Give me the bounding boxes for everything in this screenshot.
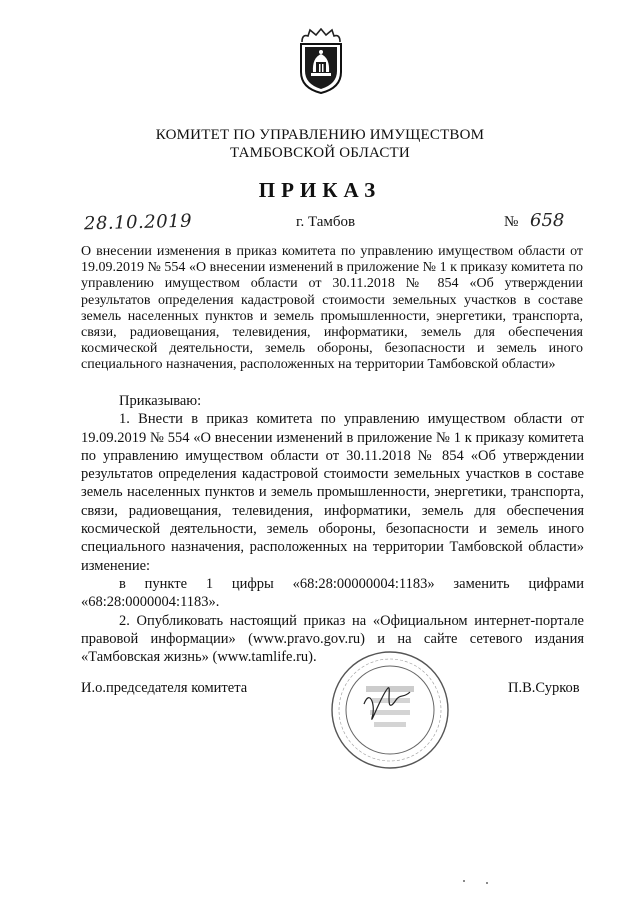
scan-speck bbox=[486, 882, 488, 884]
handwritten-order-number: 658 bbox=[530, 210, 565, 231]
organization-name-line2: ТАМБОВСКОЙ ОБЛАСТИ bbox=[230, 145, 410, 161]
order-item-1-change: в пункте 1 цифры «68:28:00000004:1183» заменить цифрами «68:28:0000004:1183». bbox=[81, 575, 584, 611]
order-item-1: 1. Внести в приказ комитета по управлению имуществом области от 19.09.2019 № 554 «О внесении изменений в приложение № 1 к приказу комитета по управлению имуществом области от 30.11.2018 № 854 «Об утверждении результатов определения кадастровой стоимости земельных участков в составе земель населенных пунктов и земель промышленности, энергетики, транспорта, связи, радиовещания, телевидения, информатики, земель для обеспечения космической деятельности, земель обороны, безопасности и земель иного специального назначения, расположенных на территории Тамбовской области» изменение: bbox=[81, 411, 584, 574]
order-subject: О внесении изменения в приказ комитета по управлению имуществом области от 19.09.2019 № 554 «О внесении изменений в приложение № 1 к приказу комитета по управлению имуществом области от 30.11.2018 № 854 «Об утверждении результатов определения кадастровой стоимости земельных участков в составе земель населенных пунктов и земель промышленности, энергетики, транспорта, связи, радиовещания, телевидения, информатики, земель для обеспечения космической деятельности, земель обороны, безопасности и земель иного специального назначения, расположенных на территории Тамбовской области» bbox=[81, 244, 583, 373]
order-word: Приказываю: bbox=[119, 393, 202, 409]
document-title: ПРИКАЗ bbox=[258, 178, 382, 202]
handwritten-date: 28.10.2019 bbox=[83, 210, 193, 235]
order-item-2: 2. Опубликовать настоящий приказ на «Официальном интернет-портале правовой информации» (www.pravo.gov.ru) и на сайте сетевого издания «Тамбовская жизнь» (www.tamlife.ru). bbox=[81, 612, 584, 666]
signatory-name: П.В.Сурков bbox=[508, 680, 580, 696]
organization-name-line1: КОМИТЕТ ПО УПРАВЛЕНИЮ ИМУЩЕСТВОМ bbox=[155, 127, 485, 143]
signatory-position: И.о.председателя комитета bbox=[81, 680, 248, 696]
order-body bbox=[81, 392, 584, 666]
official-seal-stamp bbox=[326, 648, 454, 772]
number-sign: № bbox=[504, 214, 519, 230]
coat-of-arms-emblem bbox=[296, 28, 346, 94]
city-name: г. Тамбов bbox=[296, 214, 356, 230]
scan-speck bbox=[463, 880, 465, 882]
